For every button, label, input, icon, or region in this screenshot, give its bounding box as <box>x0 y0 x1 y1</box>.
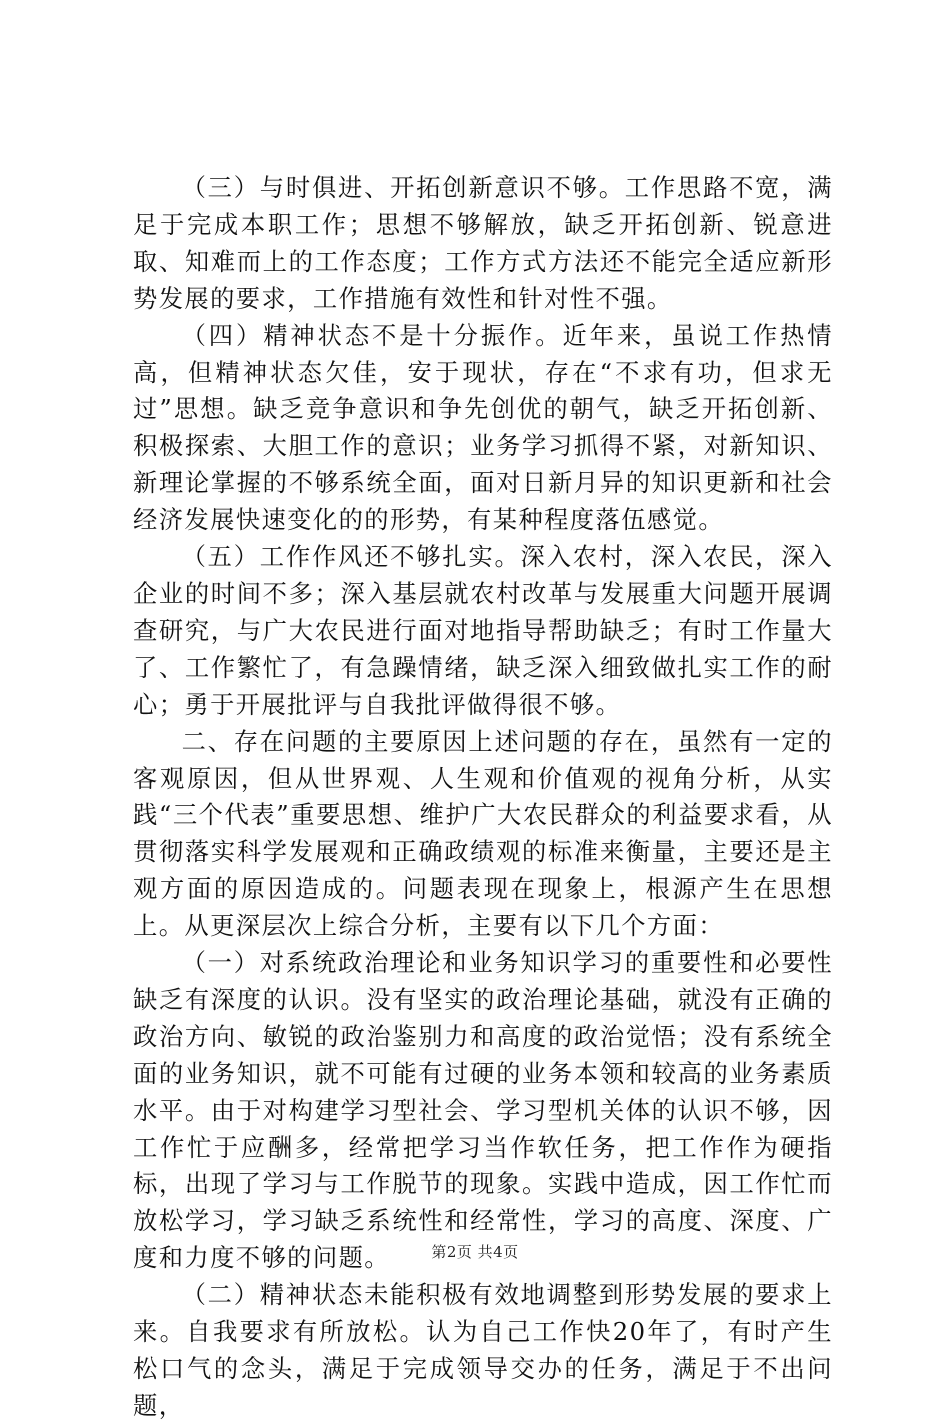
page-footer: 第2页 共4页 <box>431 1243 519 1261</box>
paragraph-part-2-causes: 二、存在问题的主要原因上述问题的存在，虽然有一定的客观原因，但从世界观、人生观和价值观的视角分析，从实践“三个代表”重要思想、维护广大农民群众的利益要求看，从贯彻落实科学发展观和正确政绩观的标准来衡量，主要还是主观方面的原因造成的。问题表现在现象上，根源产生在思想上。从更深层次上综合分析，主要有以下几个方面： <box>133 726 833 941</box>
paragraph-section-3: （三）与时俱进、开拓创新意识不够。工作思路不宽，满足于完成本职工作；思想不够解放，缺乏开拓创新、锐意进取、知难而上的工作态度；工作方式方法还不能完全适应新形势发展的要求，工作措施有效性和针对性不强。 <box>133 173 833 313</box>
paragraph-section-5: （五）工作作风还不够扎实。深入农村，深入农民，深入企业的时间不多；深入基层就农村改革与发展重大问题开展调查研究，与广大农民进行面对地指导帮助缺乏；有时工作量大了、工作繁忙了，有急躁情绪，缺乏深入细致做扎实工作的耐心；勇于开展批评与自我批评做得很不够。 <box>133 542 833 719</box>
paragraph-section-4: （四）精神状态不是十分振作。近年来，虽说工作热情高，但精神状态欠佳，安于现状，存在“不求有功，但求无过”思想。缺乏竞争意识和争先创优的朝气，缺乏开拓创新、积极探索、大胆工作的意识；业务学习抓得不紧，对新知识、新理论掌握的不够系统全面，面对日新月异的知识更新和社会经济发展快速变化的的形势，有某种程度落伍感觉。 <box>133 320 833 535</box>
paragraph-cause-2: （二）精神状态未能积极有效地调整到形势发展的要求上来。自我要求有所放松。认为自己工作快20年了，有时产生松口气的念头，满足于完成领导交办的任务，满足于不出问题， <box>133 1280 833 1420</box>
paragraph-cause-1: （一）对系统政治理论和业务知识学习的重要性和必要性缺乏有深度的认识。没有坚实的政治理论基础，就没有正确的政治方向、敏锐的政治鉴别力和高度的政治觉悟；没有系统全面的业务知识，就不可能有过硬的业务本领和较高的业务素质水平。由于对构建学习型社会、学习型机关体的认识不够，因工作忙于应酬多，经常把学习当作软任务，把工作作为硬指标，出现了学习与工作脱节的现象。实践中造成，因工作忙而放松学习，学习缺乏系统性和经常性，学习的高度、深度、广度和力度不够的问题。 <box>133 948 833 1273</box>
document-body <box>133 170 833 1425</box>
